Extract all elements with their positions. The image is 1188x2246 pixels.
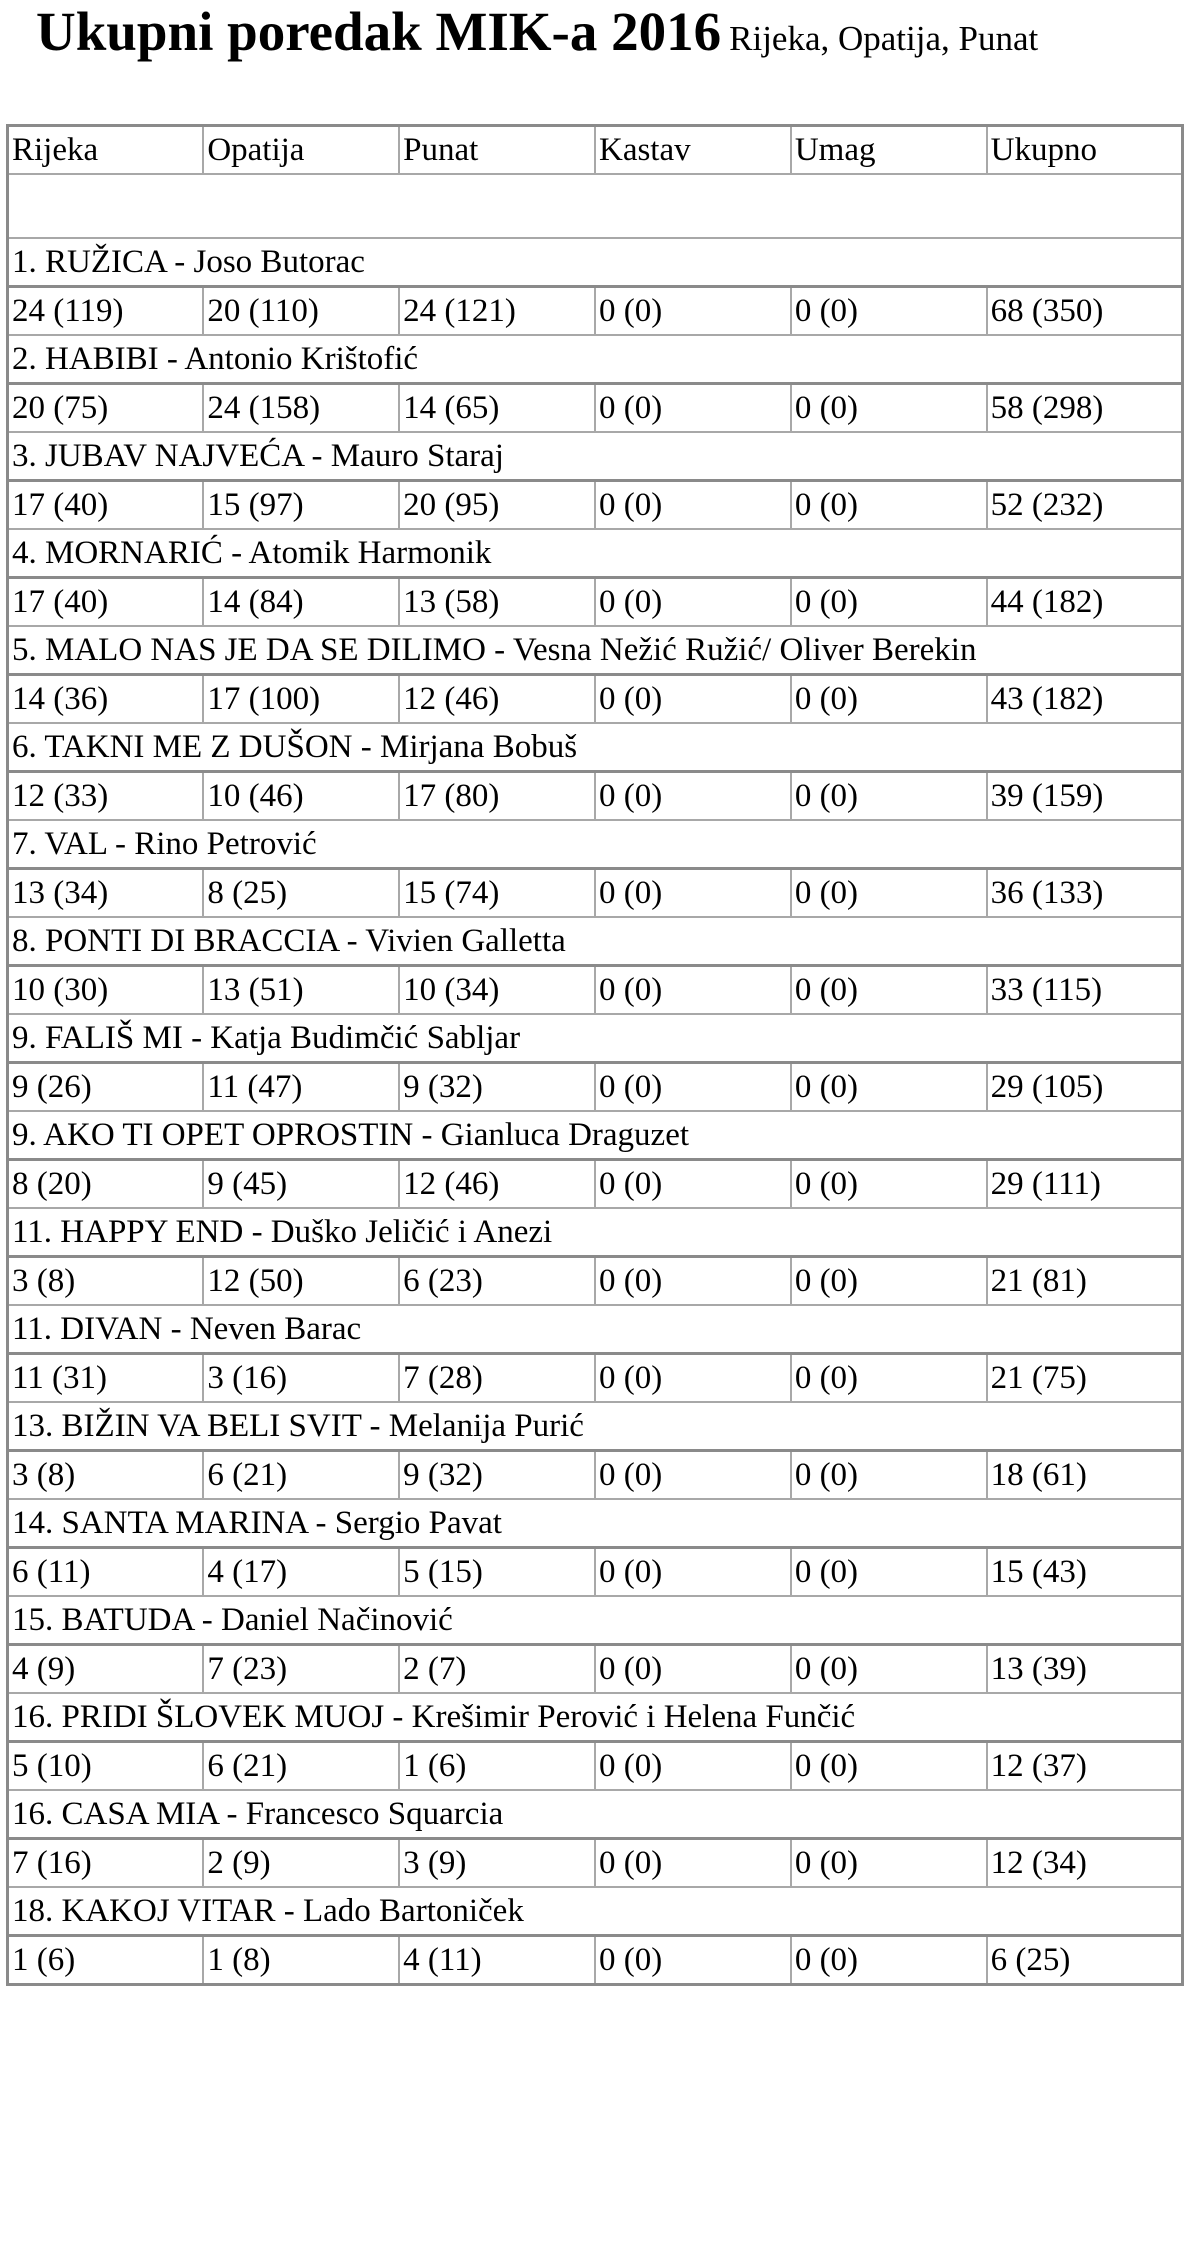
entry-title: 15. BATUDA - Daniel Načinović [8, 1596, 1183, 1645]
entry-scores-row [8, 287, 1183, 336]
score-cell: 0 (0) [595, 1354, 791, 1403]
score-cell: 0 (0) [595, 1548, 791, 1597]
results-table-body [8, 126, 1183, 1985]
score-cell: 0 (0) [595, 675, 791, 724]
entry-title-row [8, 917, 1183, 966]
column-header: Ukupno [987, 126, 1183, 175]
entry-scores-row [8, 1645, 1183, 1694]
score-cell: 15 (97) [203, 481, 399, 530]
score-cell: 12 (34) [987, 1839, 1183, 1888]
entry-title-row [8, 1790, 1183, 1839]
score-cell: 6 (23) [399, 1257, 595, 1306]
entry-title-row [8, 529, 1183, 578]
entry-title: 11. DIVAN - Neven Barac [8, 1305, 1183, 1354]
score-cell: 0 (0) [791, 1839, 987, 1888]
entry-title: 4. MORNARIĆ - Atomik Harmonik [8, 529, 1183, 578]
entry-title: 8. PONTI DI BRACCIA - Vivien Galletta [8, 917, 1183, 966]
entry-scores-row [8, 578, 1183, 627]
score-cell: 0 (0) [595, 287, 791, 336]
score-cell: 0 (0) [595, 966, 791, 1015]
entry-title: 13. BIŽIN VA BELI SVIT - Melanija Purić [8, 1402, 1183, 1451]
column-header: Punat [399, 126, 595, 175]
score-cell: 6 (21) [203, 1742, 399, 1791]
score-cell: 44 (182) [987, 578, 1183, 627]
score-cell: 2 (7) [399, 1645, 595, 1694]
entry-title-row [8, 1596, 1183, 1645]
score-cell: 24 (119) [8, 287, 204, 336]
entry-title: 16. CASA MIA - Francesco Squarcia [8, 1790, 1183, 1839]
score-cell: 36 (133) [987, 869, 1183, 918]
column-header: Umag [791, 126, 987, 175]
entry-title: 9. AKO TI OPET OPROSTIN - Gianluca Draguzet [8, 1111, 1183, 1160]
score-cell: 0 (0) [595, 481, 791, 530]
score-cell: 0 (0) [595, 578, 791, 627]
entry-title-row [8, 1014, 1183, 1063]
score-cell: 0 (0) [791, 966, 987, 1015]
score-cell: 0 (0) [791, 384, 987, 433]
entry-scores-row [8, 481, 1183, 530]
entry-scores-row [8, 1742, 1183, 1791]
entry-title-row [8, 820, 1183, 869]
entry-scores-row [8, 384, 1183, 433]
score-cell: 3 (8) [8, 1257, 204, 1306]
entry-scores-row [8, 1839, 1183, 1888]
score-cell: 17 (80) [399, 772, 595, 821]
column-header: Rijeka [8, 126, 204, 175]
score-cell: 58 (298) [987, 384, 1183, 433]
score-cell: 11 (31) [8, 1354, 204, 1403]
entry-title-row [8, 1499, 1183, 1548]
score-cell: 0 (0) [791, 675, 987, 724]
score-cell: 13 (51) [203, 966, 399, 1015]
score-cell: 10 (34) [399, 966, 595, 1015]
score-cell: 12 (37) [987, 1742, 1183, 1791]
score-cell: 15 (43) [987, 1548, 1183, 1597]
column-header: Kastav [595, 126, 791, 175]
score-cell: 8 (25) [203, 869, 399, 918]
entry-title-row [8, 238, 1183, 287]
score-cell: 9 (26) [8, 1063, 204, 1112]
score-cell: 12 (46) [399, 675, 595, 724]
score-cell: 1 (6) [399, 1742, 595, 1791]
score-cell: 15 (74) [399, 869, 595, 918]
score-cell: 0 (0) [595, 1645, 791, 1694]
page-subtitle: Rijeka, Opatija, Punat [729, 19, 1039, 58]
score-cell: 1 (8) [203, 1936, 399, 1985]
score-cell: 8 (20) [8, 1160, 204, 1209]
score-cell: 0 (0) [595, 1839, 791, 1888]
entry-title: 7. VAL - Rino Petrović [8, 820, 1183, 869]
score-cell: 0 (0) [595, 1936, 791, 1985]
score-cell: 10 (30) [8, 966, 204, 1015]
score-cell: 0 (0) [791, 869, 987, 918]
table-header-row [8, 126, 1183, 175]
entry-title: 6. TAKNI ME Z DUŠON - Mirjana Bobuš [8, 723, 1183, 772]
score-cell: 10 (46) [203, 772, 399, 821]
spacer-cell [8, 174, 1183, 238]
entry-title-row [8, 1208, 1183, 1257]
entry-scores-row [8, 1354, 1183, 1403]
entry-title-row [8, 626, 1183, 675]
score-cell: 0 (0) [595, 1451, 791, 1500]
entry-scores-row [8, 966, 1183, 1015]
score-cell: 0 (0) [595, 1063, 791, 1112]
score-cell: 0 (0) [791, 1742, 987, 1791]
entry-scores-row [8, 1548, 1183, 1597]
score-cell: 29 (111) [987, 1160, 1183, 1209]
score-cell: 4 (17) [203, 1548, 399, 1597]
entry-scores-row [8, 869, 1183, 918]
score-cell: 13 (58) [399, 578, 595, 627]
entry-title: 3. JUBAV NAJVEĆA - Mauro Staraj [8, 432, 1183, 481]
page-title-main: Ukupni poredak MIK-a 2016 [36, 1, 722, 62]
spacer-row [8, 174, 1183, 238]
score-cell: 5 (10) [8, 1742, 204, 1791]
entry-scores-row [8, 1451, 1183, 1500]
score-cell: 68 (350) [987, 287, 1183, 336]
score-cell: 14 (36) [8, 675, 204, 724]
score-cell: 17 (40) [8, 481, 204, 530]
score-cell: 0 (0) [791, 1548, 987, 1597]
entry-title: 14. SANTA MARINA - Sergio Pavat [8, 1499, 1183, 1548]
score-cell: 3 (16) [203, 1354, 399, 1403]
score-cell: 0 (0) [791, 578, 987, 627]
score-cell: 12 (46) [399, 1160, 595, 1209]
entry-title: 2. HABIBI - Antonio Krištofić [8, 335, 1183, 384]
entry-title-row [8, 1402, 1183, 1451]
score-cell: 24 (121) [399, 287, 595, 336]
score-cell: 12 (50) [203, 1257, 399, 1306]
score-cell: 0 (0) [791, 1354, 987, 1403]
entry-scores-row [8, 772, 1183, 821]
score-cell: 0 (0) [791, 1063, 987, 1112]
score-cell: 12 (33) [8, 772, 204, 821]
score-cell: 7 (23) [203, 1645, 399, 1694]
score-cell: 13 (34) [8, 869, 204, 918]
score-cell: 14 (65) [399, 384, 595, 433]
score-cell: 20 (110) [203, 287, 399, 336]
score-cell: 43 (182) [987, 675, 1183, 724]
score-cell: 0 (0) [791, 481, 987, 530]
results-table [6, 124, 1184, 1986]
score-cell: 5 (15) [399, 1548, 595, 1597]
entry-title-row [8, 432, 1183, 481]
score-cell: 0 (0) [595, 1257, 791, 1306]
score-cell: 2 (9) [203, 1839, 399, 1888]
entry-scores-row [8, 1936, 1183, 1985]
score-cell: 0 (0) [595, 772, 791, 821]
column-header: Opatija [203, 126, 399, 175]
score-cell: 52 (232) [987, 481, 1183, 530]
score-cell: 7 (28) [399, 1354, 595, 1403]
score-cell: 3 (8) [8, 1451, 204, 1500]
score-cell: 9 (32) [399, 1451, 595, 1500]
score-cell: 13 (39) [987, 1645, 1183, 1694]
entry-scores-row [8, 1063, 1183, 1112]
score-cell: 0 (0) [791, 1451, 987, 1500]
score-cell: 39 (159) [987, 772, 1183, 821]
entry-title: 5. MALO NAS JE DA SE DILIMO - Vesna Nežić Ružić/ Oliver Berekin [8, 626, 1183, 675]
entry-scores-row [8, 675, 1183, 724]
score-cell: 20 (75) [8, 384, 204, 433]
entry-title-row [8, 1693, 1183, 1742]
score-cell: 0 (0) [791, 1645, 987, 1694]
score-cell: 0 (0) [791, 287, 987, 336]
score-cell: 11 (47) [203, 1063, 399, 1112]
entry-title: 16. PRIDI ŠLOVEK MUOJ - Krešimir Perović i Helena Funčić [8, 1693, 1183, 1742]
entry-title-row [8, 1305, 1183, 1354]
score-cell: 20 (95) [399, 481, 595, 530]
score-cell: 0 (0) [595, 869, 791, 918]
score-cell: 21 (75) [987, 1354, 1183, 1403]
score-cell: 24 (158) [203, 384, 399, 433]
entry-title-row [8, 723, 1183, 772]
score-cell: 6 (11) [8, 1548, 204, 1597]
score-cell: 17 (100) [203, 675, 399, 724]
score-cell: 0 (0) [791, 772, 987, 821]
score-cell: 0 (0) [595, 1160, 791, 1209]
page-title [36, 2, 1038, 69]
entry-title: 18. KAKOJ VITAR - Lado Bartoniček [8, 1887, 1183, 1936]
entry-scores-row [8, 1160, 1183, 1209]
score-cell: 4 (9) [8, 1645, 204, 1694]
score-cell: 9 (45) [203, 1160, 399, 1209]
entry-title-row [8, 335, 1183, 384]
score-cell: 21 (81) [987, 1257, 1183, 1306]
score-cell: 18 (61) [987, 1451, 1183, 1500]
score-cell: 14 (84) [203, 578, 399, 627]
score-cell: 33 (115) [987, 966, 1183, 1015]
score-cell: 17 (40) [8, 578, 204, 627]
score-cell: 7 (16) [8, 1839, 204, 1888]
score-cell: 0 (0) [791, 1257, 987, 1306]
score-cell: 6 (21) [203, 1451, 399, 1500]
entry-title: 1. RUŽICA - Joso Butorac [8, 238, 1183, 287]
score-cell: 6 (25) [987, 1936, 1183, 1985]
score-cell: 0 (0) [791, 1936, 987, 1985]
entry-scores-row [8, 1257, 1183, 1306]
score-cell: 29 (105) [987, 1063, 1183, 1112]
score-cell: 1 (6) [8, 1936, 204, 1985]
score-cell: 0 (0) [791, 1160, 987, 1209]
entry-title-row [8, 1887, 1183, 1936]
entry-title-row [8, 1111, 1183, 1160]
entry-title: 11. HAPPY END - Duško Jeličić i Anezi [8, 1208, 1183, 1257]
score-cell: 0 (0) [595, 384, 791, 433]
score-cell: 0 (0) [595, 1742, 791, 1791]
score-cell: 3 (9) [399, 1839, 595, 1888]
entry-title: 9. FALIŠ MI - Katja Budimčić Sabljar [8, 1014, 1183, 1063]
score-cell: 9 (32) [399, 1063, 595, 1112]
score-cell: 4 (11) [399, 1936, 595, 1985]
